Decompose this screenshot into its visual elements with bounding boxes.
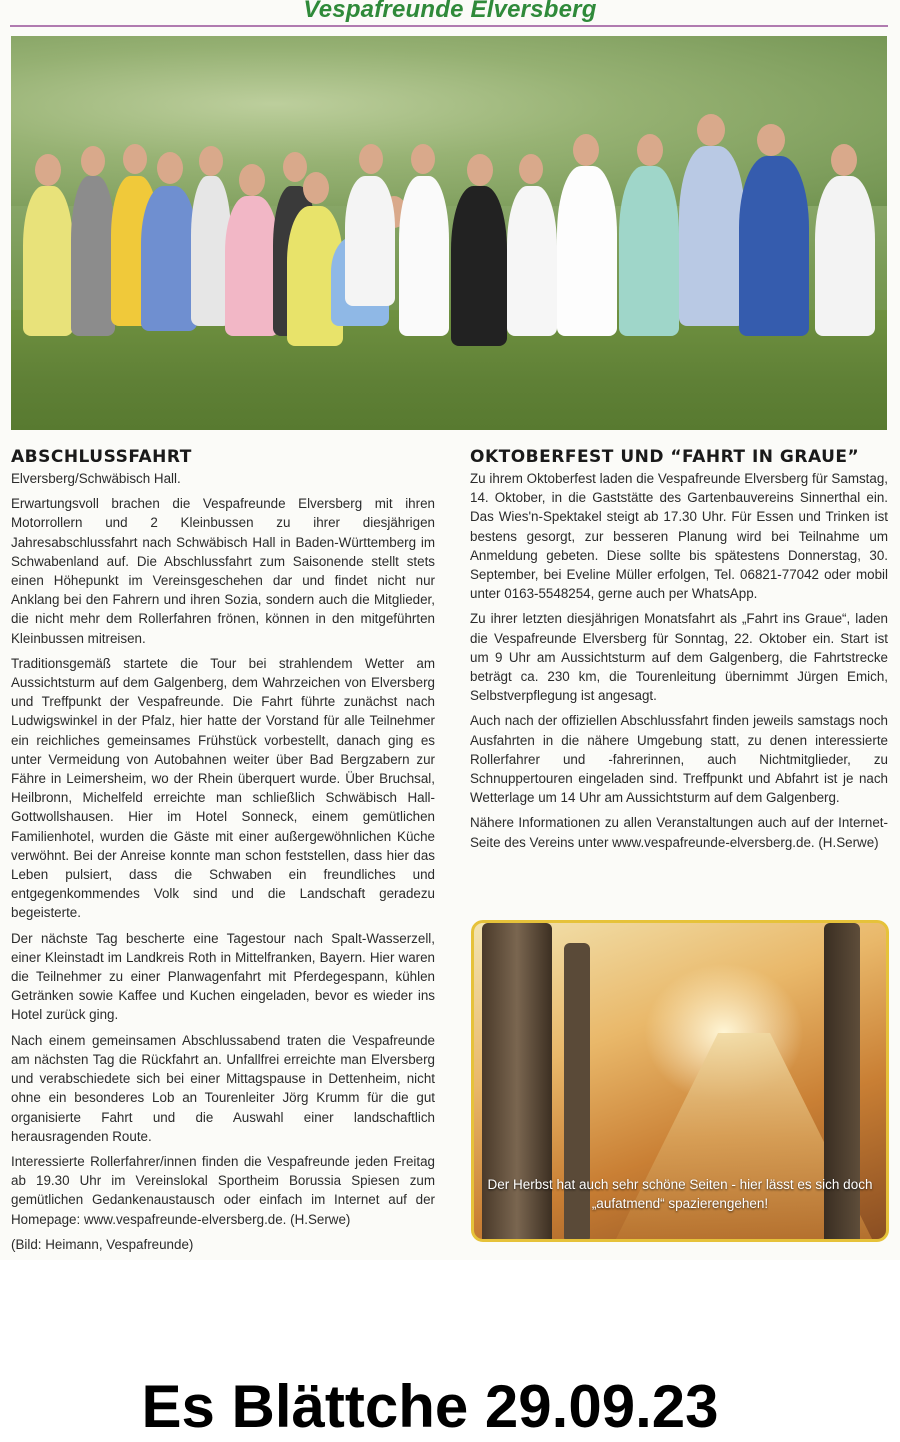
page-header-title: Vespafreunde Elversberg (303, 0, 597, 23)
article-paragraph: Zu ihrer letzten diesjährigen Monatsfahrt als „Fahrt ins Graue“, laden die Vespafreunde Elversberg für Sonntag, 22. Oktober ein. Start ist um 9 Uhr am Aussichtsturm auf dem Galgenberg, die Fahrtstrecke beträgt ca. 230 km, die Tourenleitung übernimmt Jürgen Emich, Selbstverpflegung ist angesagt. (470, 611, 888, 704)
article-dateline: Elversberg/Schwäbisch Hall. (11, 471, 181, 486)
article-paragraph: Nach einem gemeinsamen Abschlussabend traten die Vespafreunde am nächsten Tag die Rückfahrt an. Unfallfrei erreichte man Elversberg und verabschiedete sich bei einer Mittagspause in Dettenheim, nicht ohne ein besonderes Lob an Tourenleiter Jörg Krumm für die gut organisierte Fahrt und die Auswahl einer landschaftlich herausragenden Route. (11, 1032, 435, 1144)
autumn-photo (471, 920, 889, 1242)
header-divider (10, 25, 888, 27)
article-paragraph: Interessierte Rollerfahrer/innen finden die Vespafreunde jeden Freitag ab 19.30 Uhr im Vereinslokal Sportheim Borussia Spiesen zum gemütlichen Gedankenaustausch oder einfach im Internet auf der Homepage: www.vespafreunde-elversberg.de. (H.Serwe) (11, 1153, 435, 1227)
autumn-photo-caption: Der Herbst hat auch sehr schöne Seiten - hier lässt es sich doch „aufatmend“ spazierengehen! (487, 1177, 873, 1211)
article-paragraph: Der nächste Tag bescherte eine Tagestour nach Spalt-Wasserzell, einer Kleinstadt im Landkreis Roth in Mittelfranken, Bayern. Hier waren die Teilnehmer zu einer Planwagenfahrt mit Pferdegespann, kühlen Getränken sowie Kaffee und Kuchen eingeladen, bevor es wieder ins Hotel zurück ging. (11, 930, 435, 1023)
article-paragraph: Zu ihrem Oktoberfest laden die Vespafreunde Elversberg für Samstag, 14. Oktober, in die Gaststätte des Gartenbauvereins Sinnerthal ein. Das Wies'n-Spektakel steigt ab 17.30 Uhr. Für Essen und Trinken ist bestens gesorgt, zur besseren Planung wird bei Teilnahme um Anmeldung gebeten. Diese sollte bis spätestens Donnerstag, 30. September, bei Eveline Müller erfolgen, Tel. 06821-77042 oder mobil unter 0163-5548254, gerne auch per WhatsApp. (470, 471, 888, 602)
group-photo (11, 36, 887, 430)
article-title: OKTOBERFEST UND “FAHRT IN GRAUE” (470, 447, 860, 467)
photo-credit: (Bild: Heimann, Vespafreunde) (11, 1236, 194, 1252)
article-paragraph: Traditionsgemäß startete die Tour bei strahlendem Wetter am Aussichtsturm auf dem Galgenberg, dem Wahrzeichen von Elversberg und Treffpunkt der Vespafreunde. Die Fahrt führte zunächst nach Ludwigswinkel in der Pfalz, hier hatte der Vorstand für alle Teilnehmer ein reichliches gemeinsames Frühstück vorbestellt, danach ging es unter Vermeidung von Autobahnen weiter über Bad Bergzabern zur Fähre in Leimersheim, wo der Rhein überquert wurde. Über Bruchsal, Heilbronn, Michelfeld erreichte man schließlich Schwäbisch Hall-Gottwollshausen. Hier im Hotel Sonneck, einem gemütlichen Familienhotel, wurden die Gäste mit einer außergewöhnlichen Küche verwöhnt. Bei der Anreise konnte man schon feststellen, dass hier das Leben pulsiert, dass die Schwaben ein freundliches und entgegenkommendes Volk sind und die Landschaft geradezu begeisterte. (11, 655, 435, 921)
footer-title: Es Blättche 29.09.23 (141, 1373, 719, 1440)
article-title: ABSCHLUSSFAHRT (11, 447, 192, 467)
article-oktoberfest (470, 446, 888, 858)
article-paragraph: Auch nach der offiziellen Abschlussfahrt finden jeweils samstags noch Ausfahrten in die nähere Umgebung statt, zu denen interessierte Rollerfahrer und -fahrerinnen, auch Nichtmitglieder, zu Schnuppertouren eingeladen sind. Treffpunkt und Abfahrt ist je nach Wetterlage um 14 Uhr am Aussichtsturm auf dem Galgenberg. (470, 713, 888, 806)
article-paragraph: Erwartungsvoll brachen die Vespafreunde Elversberg mit ihren Motorrollern und 2 Kleinbussen zu ihrer diesjährigen Jahresabschlussfahrt nach Schwäbisch Hall in Baden-Württemberg im Schwabenland auf. Die Abschlussfahrt zum Saisonende stellt stets einen Höhepunkt im Vereinsgeschehen dar und findet nicht nur Anklang bei den Fahrern und ihren Sozia, sondern auch die Mitglieder, die nicht mehr dem Rollerfahren frönen, können in den mitgeführten Kleinbussen mitreisen. (11, 496, 435, 646)
article-abschlussfahrt (11, 446, 435, 1254)
article-paragraph: Nähere Informationen zu allen Veranstaltungen auch auf der Internet-Seite des Vereins unter www.vespafreunde-elversberg.de. (H.Serwe) (470, 815, 888, 850)
